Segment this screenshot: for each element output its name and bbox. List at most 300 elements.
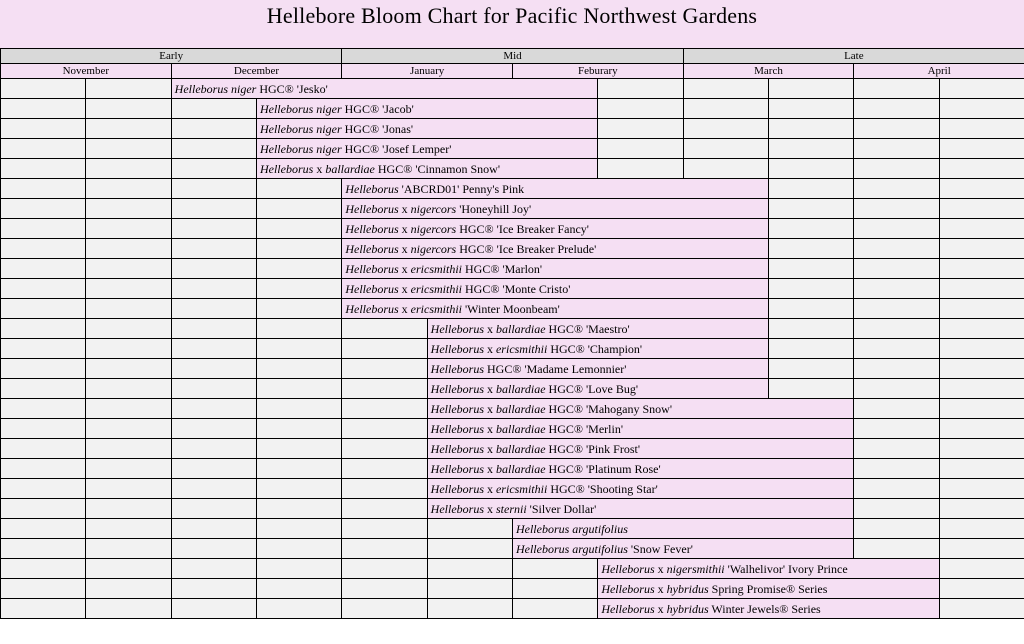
cultivar-name-part: nigercors [410, 201, 457, 216]
empty-cell [171, 379, 256, 399]
cultivar-name-part: 'Winter Moonbeam' [461, 301, 560, 316]
cultivar-row [1, 339, 1024, 359]
cultivar-name-part: Winter Jewels® Series [708, 601, 821, 616]
empty-cell [171, 319, 256, 339]
empty-cell [256, 479, 341, 499]
bloom-bar [427, 459, 854, 479]
empty-cell [1, 379, 86, 399]
empty-cell [342, 499, 427, 519]
empty-cell [427, 559, 512, 579]
cultivar-name-part: Helleborus [345, 241, 399, 256]
empty-cell [86, 579, 171, 599]
bloom-bar [342, 199, 769, 219]
cultivar-name-part: hybridus [666, 601, 709, 616]
empty-cell [769, 279, 854, 299]
cultivar-name-part: Helleborus [430, 461, 484, 476]
empty-cell [1, 459, 86, 479]
cultivar-name-part: HGC® 'Marlon' [461, 261, 543, 276]
empty-cell [769, 199, 854, 219]
bloom-bar [342, 279, 769, 299]
empty-cell [854, 159, 939, 179]
bloom-table [0, 48, 1024, 619]
empty-cell [854, 379, 939, 399]
cultivar-name-part: x [483, 401, 496, 416]
empty-cell [512, 559, 597, 579]
empty-cell [1, 579, 86, 599]
month-header: March [683, 64, 854, 79]
cultivar-name-part: Helleborus [430, 501, 484, 516]
bloom-bar [256, 99, 597, 119]
empty-cell [769, 299, 854, 319]
bloom-bar [256, 139, 597, 159]
empty-cell [256, 219, 341, 239]
bloom-bar [427, 319, 768, 339]
month-header: Feburary [512, 64, 683, 79]
cultivar-row [1, 539, 1024, 559]
empty-cell [769, 339, 854, 359]
empty-cell [769, 139, 854, 159]
empty-cell [1, 519, 86, 539]
empty-cell [939, 79, 1024, 99]
bloom-bar [427, 359, 768, 379]
empty-cell [769, 99, 854, 119]
empty-cell [256, 579, 341, 599]
cultivar-name-part: HGC® 'Merlin' [545, 421, 623, 436]
empty-cell [256, 239, 341, 259]
empty-cell [86, 159, 171, 179]
cultivar-name-part: Helleborus [259, 161, 314, 176]
cultivar-row [1, 79, 1024, 99]
empty-cell [86, 259, 171, 279]
cultivar-name-part: x [483, 441, 496, 456]
cultivar-row [1, 299, 1024, 319]
empty-cell [171, 399, 256, 419]
empty-cell [854, 179, 939, 199]
empty-cell [854, 359, 939, 379]
cultivar-name-part: HGC® 'Mahogany Snow' [545, 401, 672, 416]
cultivar-name-part: ballardiae [495, 401, 546, 416]
empty-cell [427, 599, 512, 619]
month-header: January [342, 64, 513, 79]
empty-cell [86, 179, 171, 199]
empty-cell [939, 599, 1024, 619]
cultivar-name-part: HGC® 'Love Bug' [545, 381, 638, 396]
empty-cell [256, 379, 341, 399]
empty-cell [171, 139, 256, 159]
empty-cell [1, 119, 86, 139]
empty-cell [171, 239, 256, 259]
empty-cell [256, 499, 341, 519]
empty-cell [683, 139, 768, 159]
bloom-bar [342, 179, 769, 199]
cultivar-name-part: sternii [495, 501, 527, 516]
empty-cell [598, 79, 683, 99]
empty-cell [86, 399, 171, 419]
cultivar-name-part: x [654, 601, 667, 616]
cultivar-name-part: HGC® 'Jesko' [256, 81, 328, 96]
cultivar-row [1, 439, 1024, 459]
bloom-bar [342, 259, 769, 279]
empty-cell [939, 359, 1024, 379]
cultivar-name-part: 'ABCRD01' Penny's Pink [398, 181, 525, 196]
empty-cell [86, 379, 171, 399]
bloom-bar [427, 339, 768, 359]
cultivar-name-part: HGC® 'Josef Lemper' [341, 141, 452, 156]
empty-cell [854, 299, 939, 319]
empty-cell [939, 259, 1024, 279]
empty-cell [769, 239, 854, 259]
empty-cell [939, 239, 1024, 259]
empty-cell [86, 79, 171, 99]
cultivar-name-part: 'Silver Dollar' [526, 501, 597, 516]
empty-cell [1, 219, 86, 239]
empty-cell [256, 319, 341, 339]
empty-cell [683, 119, 768, 139]
empty-cell [1, 299, 86, 319]
empty-cell [939, 559, 1024, 579]
empty-cell [342, 559, 427, 579]
cultivar-row [1, 559, 1024, 579]
empty-cell [769, 79, 854, 99]
cultivar-name-part: HGC® 'Jacob' [341, 101, 414, 116]
empty-cell [342, 539, 427, 559]
empty-cell [86, 419, 171, 439]
cultivar-name-part: HGC® 'Maestro' [545, 321, 630, 336]
empty-cell [939, 459, 1024, 479]
cultivar-name-part: ericsmithii [495, 481, 548, 496]
season-header: Late [683, 49, 1024, 64]
empty-cell [854, 339, 939, 359]
cultivar-name-part: x [398, 261, 411, 276]
empty-cell [939, 139, 1024, 159]
cultivar-name-part: Helleborus [345, 181, 399, 196]
cultivar-name-part: HGC® 'Jonas' [341, 121, 414, 136]
empty-cell [939, 479, 1024, 499]
empty-cell [1, 479, 86, 499]
cultivar-name-part: ballardiae [495, 321, 546, 336]
cultivar-name-part: Spring Promise® Series [708, 581, 828, 596]
bloom-bar [512, 539, 853, 559]
cultivar-name-part: nigersmithii [666, 561, 725, 576]
empty-cell [1, 99, 86, 119]
empty-cell [342, 439, 427, 459]
cultivar-name-part: ballardiae [325, 161, 375, 176]
empty-cell [854, 499, 939, 519]
empty-cell [1, 599, 86, 619]
empty-cell [1, 139, 86, 159]
empty-cell [939, 519, 1024, 539]
empty-cell [256, 399, 341, 419]
cultivar-name-part: x [483, 501, 496, 516]
cultivar-name-part: x [483, 481, 496, 496]
empty-cell [939, 439, 1024, 459]
cultivar-name-part: x [654, 581, 667, 596]
empty-cell [939, 379, 1024, 399]
empty-cell [256, 279, 341, 299]
cultivar-name-part: Helleborus argutifolius [515, 521, 628, 536]
bloom-bar [598, 559, 939, 579]
empty-cell [256, 299, 341, 319]
cultivar-name-part: 'Walhelivor' Ivory Prince [724, 561, 848, 576]
empty-cell [256, 519, 341, 539]
empty-cell [342, 479, 427, 499]
empty-cell [1, 319, 86, 339]
empty-cell [86, 479, 171, 499]
bloom-bar [427, 419, 854, 439]
bloom-bar [342, 299, 769, 319]
cultivar-name-part: HGC® 'Shooting Star' [547, 481, 658, 496]
empty-cell [683, 99, 768, 119]
empty-cell [86, 139, 171, 159]
empty-cell [86, 519, 171, 539]
empty-cell [598, 139, 683, 159]
empty-cell [171, 159, 256, 179]
empty-cell [86, 119, 171, 139]
empty-cell [1, 199, 86, 219]
bloom-bar [427, 479, 854, 499]
empty-cell [86, 599, 171, 619]
empty-cell [854, 79, 939, 99]
empty-cell [342, 359, 427, 379]
empty-cell [171, 599, 256, 619]
cultivar-name-part: Helleborus [345, 221, 399, 236]
empty-cell [86, 359, 171, 379]
cultivar-name-part: HGC® 'Cinnamon Snow' [374, 161, 500, 176]
empty-cell [854, 399, 939, 419]
empty-cell [171, 499, 256, 519]
empty-cell [86, 559, 171, 579]
bloom-bar [256, 159, 597, 179]
bloom-bar [342, 219, 769, 239]
cultivar-name-part: hybridus [666, 581, 709, 596]
empty-cell [171, 339, 256, 359]
empty-cell [171, 459, 256, 479]
cultivar-name-part: Helleborus [345, 301, 399, 316]
empty-cell [939, 219, 1024, 239]
empty-cell [86, 239, 171, 259]
empty-cell [854, 239, 939, 259]
cultivar-name-part: HGC® 'Champion' [547, 341, 643, 356]
empty-cell [171, 219, 256, 239]
empty-cell [939, 419, 1024, 439]
cultivar-name-part: Helleborus niger [174, 81, 257, 96]
empty-cell [512, 579, 597, 599]
empty-cell [854, 219, 939, 239]
empty-cell [939, 159, 1024, 179]
cultivar-row [1, 519, 1024, 539]
empty-cell [171, 559, 256, 579]
empty-cell [342, 379, 427, 399]
empty-cell [171, 179, 256, 199]
cultivar-name-part: ericsmithii [495, 341, 548, 356]
cultivar-name-part: 'Honeyhill Joy' [456, 201, 532, 216]
empty-cell [769, 179, 854, 199]
empty-cell [86, 459, 171, 479]
empty-cell [86, 499, 171, 519]
bloom-bar [427, 379, 768, 399]
cultivar-name-part: HGC® 'Pink Frost' [545, 441, 641, 456]
empty-cell [86, 99, 171, 119]
empty-cell [854, 279, 939, 299]
cultivar-name-part: x [483, 381, 496, 396]
month-header-row [1, 64, 1024, 79]
cultivar-name-part: Helleborus [601, 601, 655, 616]
cultivar-name-part: HGC® 'Ice Breaker Fancy' [456, 221, 589, 236]
cultivar-row [1, 479, 1024, 499]
empty-cell [256, 259, 341, 279]
cultivar-name-part: Helleborus [430, 341, 484, 356]
empty-cell [1, 159, 86, 179]
cultivar-name-part: HGC® 'Monte Cristo' [461, 281, 571, 296]
empty-cell [769, 319, 854, 339]
month-header: April [854, 64, 1024, 79]
cultivar-row [1, 219, 1024, 239]
empty-cell [427, 579, 512, 599]
cultivar-row [1, 279, 1024, 299]
cultivar-name-part: Helleborus [430, 381, 484, 396]
empty-cell [86, 299, 171, 319]
empty-cell [171, 199, 256, 219]
cultivar-name-part: Helleborus [601, 581, 655, 596]
cultivar-row [1, 179, 1024, 199]
bloom-bar [171, 79, 598, 99]
cultivar-name-part: Helleborus [345, 261, 399, 276]
cultivar-name-part: x [398, 201, 411, 216]
empty-cell [939, 179, 1024, 199]
empty-cell [939, 119, 1024, 139]
empty-cell [1, 539, 86, 559]
cultivar-name-part: HGC® 'Ice Breaker Prelude' [456, 241, 597, 256]
cultivar-name-part: x [483, 321, 496, 336]
cultivar-name-part: Helleborus [345, 281, 399, 296]
empty-cell [854, 259, 939, 279]
empty-cell [1, 499, 86, 519]
cultivar-name-part: Helleborus [430, 361, 484, 376]
empty-cell [769, 119, 854, 139]
empty-cell [171, 279, 256, 299]
cultivar-name-part: x [398, 301, 411, 316]
empty-cell [769, 379, 854, 399]
empty-cell [1, 239, 86, 259]
empty-cell [256, 199, 341, 219]
empty-cell [1, 439, 86, 459]
cultivar-name-part: ballardiae [495, 381, 546, 396]
empty-cell [256, 179, 341, 199]
empty-cell [86, 539, 171, 559]
cultivar-name-part: Helleborus [430, 441, 484, 456]
empty-cell [939, 99, 1024, 119]
cultivar-name-part: x [483, 421, 496, 436]
cultivar-name-part: x [398, 241, 411, 256]
cultivar-row [1, 139, 1024, 159]
cultivar-row [1, 599, 1024, 619]
cultivar-name-part: Helleborus [430, 421, 484, 436]
cultivar-name-part: x [654, 561, 667, 576]
empty-cell [427, 539, 512, 559]
empty-cell [939, 279, 1024, 299]
empty-cell [598, 119, 683, 139]
empty-cell [171, 579, 256, 599]
cultivar-name-part: ballardiae [495, 461, 546, 476]
season-header: Mid [342, 49, 683, 64]
cultivar-name-part: ericsmithii [410, 261, 462, 276]
empty-cell [854, 539, 939, 559]
empty-cell [342, 459, 427, 479]
empty-cell [171, 519, 256, 539]
empty-cell [939, 319, 1024, 339]
empty-cell [939, 499, 1024, 519]
cultivar-name-part: x [483, 341, 496, 356]
empty-cell [769, 359, 854, 379]
empty-cell [939, 399, 1024, 419]
bloom-bar [342, 239, 769, 259]
cultivar-row [1, 419, 1024, 439]
empty-cell [769, 259, 854, 279]
empty-cell [86, 279, 171, 299]
cultivar-name-part: Helleborus niger [259, 101, 342, 116]
bloom-bar [427, 439, 854, 459]
month-header: November [1, 64, 172, 79]
empty-cell [1, 559, 86, 579]
cultivar-name-part: Helleborus [430, 401, 484, 416]
empty-cell [683, 159, 768, 179]
cultivar-row [1, 379, 1024, 399]
empty-cell [256, 339, 341, 359]
empty-cell [769, 159, 854, 179]
empty-cell [939, 339, 1024, 359]
cultivar-row [1, 399, 1024, 419]
empty-cell [854, 419, 939, 439]
chart-title: Hellebore Bloom Chart for Pacific Northwest Gardens [0, 0, 1024, 48]
empty-cell [854, 439, 939, 459]
cultivar-row [1, 119, 1024, 139]
empty-cell [854, 139, 939, 159]
cultivar-name-part: Helleborus argutifolius [515, 541, 628, 556]
season-header-row [1, 49, 1024, 64]
empty-cell [171, 439, 256, 459]
cultivar-row [1, 499, 1024, 519]
empty-cell [1, 259, 86, 279]
empty-cell [769, 219, 854, 239]
empty-cell [342, 579, 427, 599]
empty-cell [86, 339, 171, 359]
empty-cell [342, 399, 427, 419]
empty-cell [171, 299, 256, 319]
bloom-bar [427, 499, 854, 519]
cultivar-name-part: Helleborus [430, 321, 484, 336]
cultivar-row [1, 579, 1024, 599]
cultivar-row [1, 359, 1024, 379]
cultivar-name-part: Helleborus niger [259, 121, 342, 136]
cultivar-row [1, 259, 1024, 279]
empty-cell [427, 519, 512, 539]
bloom-bar [427, 399, 854, 419]
cultivar-name-part: HGC® 'Madame Lemonnier' [483, 361, 627, 376]
cultivar-row [1, 319, 1024, 339]
empty-cell [1, 179, 86, 199]
empty-cell [342, 419, 427, 439]
season-header: Early [1, 49, 342, 64]
empty-cell [86, 219, 171, 239]
cultivar-row [1, 199, 1024, 219]
empty-cell [1, 419, 86, 439]
empty-cell [256, 599, 341, 619]
cultivar-name-part: ericsmithii [410, 281, 462, 296]
empty-cell [854, 459, 939, 479]
empty-cell [854, 519, 939, 539]
empty-cell [86, 319, 171, 339]
bloom-bar [598, 599, 939, 619]
